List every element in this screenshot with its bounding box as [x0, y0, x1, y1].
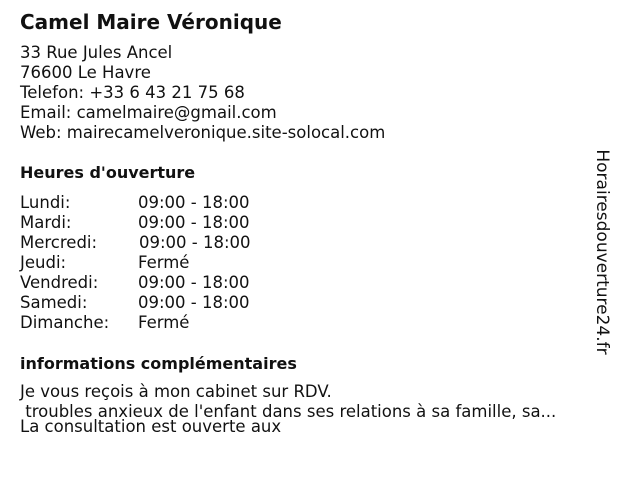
- hours-row: [20, 293, 420, 313]
- address-street: 33 Rue Jules Ancel: [20, 43, 173, 62]
- hours-heading: Heures d'ouverture: [20, 163, 196, 182]
- day-hours: 09:00 - 18:00: [139, 233, 251, 252]
- day-hours: Fermé: [138, 313, 190, 332]
- info-heading: informations complémentaires: [20, 354, 297, 373]
- day-label: Samedi:: [20, 293, 88, 312]
- hours-row: [20, 253, 420, 273]
- day-label: Mercredi:: [20, 233, 98, 252]
- day-hours: Fermé: [138, 253, 190, 272]
- day-label: Mardi:: [20, 213, 72, 232]
- contact-block: [20, 43, 385, 143]
- email-line: Email: camelmaire@gmail.com: [20, 103, 277, 122]
- day-hours: 09:00 - 18:00: [138, 193, 250, 212]
- info-line: Je vous reçois à mon cabinet sur RDV.: [20, 382, 332, 401]
- day-hours: 09:00 - 18:00: [138, 293, 250, 312]
- hours-row: [20, 233, 420, 253]
- hours-table: [20, 193, 420, 333]
- info-line: La consultation est ouverte aux: [20, 417, 282, 436]
- business-name: Camel Maire Véronique: [20, 10, 282, 34]
- info-block: [20, 382, 556, 437]
- hours-row: [20, 313, 420, 333]
- day-label: Jeudi:: [20, 253, 67, 272]
- day-label: Vendredi:: [20, 273, 99, 292]
- day-label: Dimanche:: [20, 313, 110, 332]
- watermark-text: Horairesdouverture24.fr: [592, 149, 612, 355]
- web-line: Web: mairecamelveronique.site-solocal.com: [20, 123, 386, 142]
- info-line: troubles anxieux de l'enfant dans ses relations à sa famille, sa...: [20, 402, 557, 421]
- phone-line: Telefon: +33 6 43 21 75 68: [20, 83, 245, 102]
- hours-row: [20, 213, 420, 233]
- hours-row: [20, 193, 420, 213]
- day-hours: 09:00 - 18:00: [138, 273, 250, 292]
- address-city: 76600 Le Havre: [20, 63, 151, 82]
- day-label: Lundi:: [20, 193, 71, 212]
- hours-row: [20, 273, 420, 293]
- day-hours: 09:00 - 18:00: [138, 213, 250, 232]
